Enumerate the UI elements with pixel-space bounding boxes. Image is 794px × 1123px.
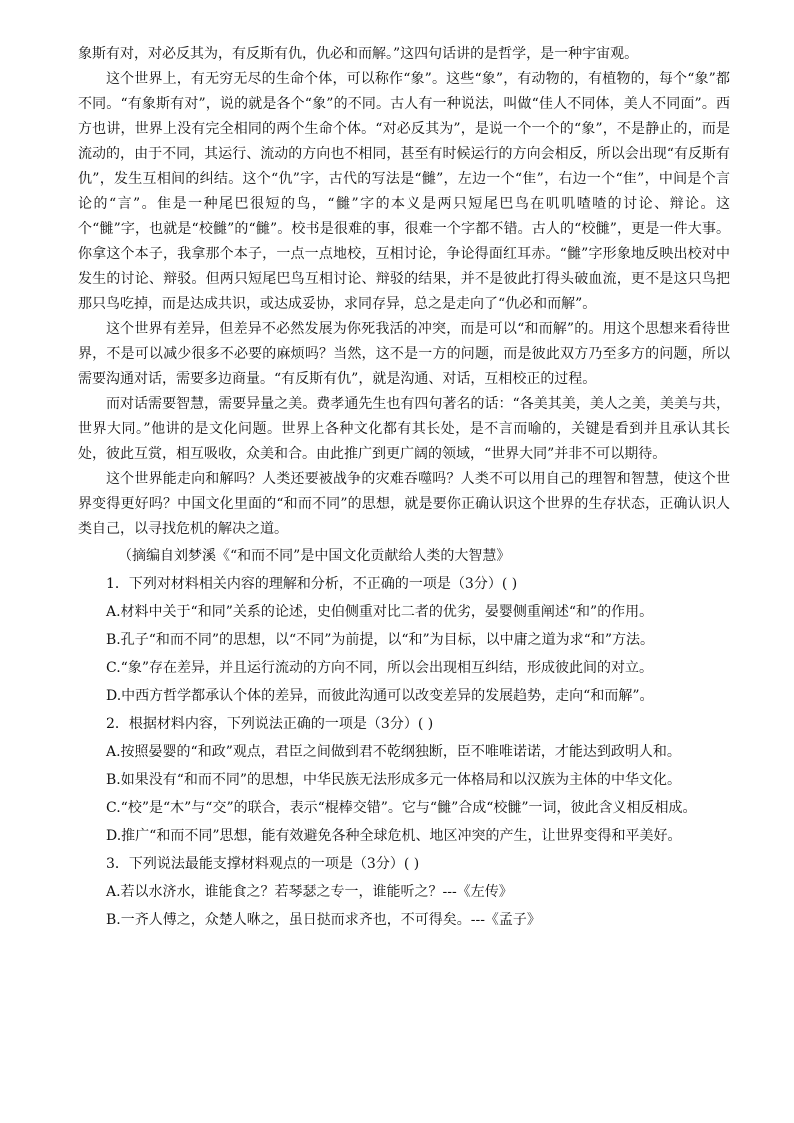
option-d: D.中西方哲学都承认个体的差异，而彼此沟通可以改变差异的发展趋势，走向“和而解”。 <box>106 688 654 704</box>
paragraph-difference: 这个世界有差异，但差异不必然发展为你死我活的冲突，而是可以“和而解”的。用这个思想来看待世界，不是可以减少很多不必要的麻烦吗？当然，这不是一方的问题，而是彼此双方乃至多方的问题，所以需要沟通对话，需要多边商量。“有反斯有仇”，就是沟通、对话，互相校正的过程。 <box>78 321 730 387</box>
question-stem: 2．根据材料内容，下列说法正确的一项是（3分）( ) <box>106 716 434 732</box>
option-a: A.若以水济水，谁能食之？若琴瑟之专一，谁能听之？---《左传》 <box>106 884 513 900</box>
option-d: D.推广“和而不同”思想，能有效避免各种全球危机、地区冲突的产生，让世界变得和平美好。 <box>106 828 682 844</box>
paragraph-dialogue: 而对话需要智慧，需要异量之美。费孝通先生也有四句著名的话：“各美其美，美人之美，美美与共，世界大同。”他讲的是文化问题。世界上各种文化都有其长处，是不言而喻的，关键是看到并且承认其长处，彼此互赏，相互吸收，众美和合。由此推广到更广阔的领域，“世界大同”并非不可以期待。 <box>78 396 730 462</box>
paragraph-continued: 象斯有对，对必反其为，有反斯有仇，仇必和而解。”这四句话讲的是哲学，是一种宇宙观。 <box>78 46 639 62</box>
option-a: A.材料中关于“和同”关系的论述，史伯侧重对比二者的优劣，晏婴侧重阐述“和”的作用。 <box>106 604 654 620</box>
paragraph-xiang: 这个世界上，有无穷无尽的生命个体，可以称作“象”。这些“象”，有动物的，有植物的，每个“象”都不同。“有象斯有对”，说的就是各个“象”的不同。古人有一种说法，叫做“佳人不同体，美人不同面”。西方也讲，世界上没有完全相同的两个生命个体。“对必反其为”，是说一个一个的“象”，不是静止的，而是流动的，由于不同，其运行、流动的方向也不相同，甚至有时候运行的方向会相反，所以会出现“有反斯有仇”，发生互相间的纠结。这个“仇”字，古代的写法是“雠”，左边一个“隹”，右边一个“隹”，中间是个言论的“言”。隹是一种尾巴很短的鸟，“雠”字的本义是两只短尾巴鸟在叽叽喳喳的讨论、辩论。这个“雠”字，也就是“校雠”的“雠”。校书是很难的事，很难一个字都不错。古人的“校雠”，更是一件大事。你拿这个本子，我拿那个本子，一点一点地校，互相讨论，争论得面红耳赤。“雠”字形象地反映出校对中发生的讨论、辩驳。但两只短尾巴鸟互相讨论、辩驳的结果，并不是彼此打得头破血流，更不是这只鸟把那只鸟吃掉，而是达成共识，或达成妥协，求同存异，总之是走向了“仇必和而解”。 <box>78 71 730 312</box>
question-2 <box>78 712 730 849</box>
question-1 <box>78 572 730 709</box>
question-3 <box>78 852 730 933</box>
option-b: B.孔子“和而不同”的思想，以“不同”为前提，以“和”为目标，以中庸之道为求“和”方法。 <box>106 632 654 648</box>
option-b: B.如果没有“和而不同”的思想，中华民族无法形成多元一体格局和以汉族为主体的中华文化。 <box>106 772 682 788</box>
article-body <box>78 42 730 542</box>
option-b: B.一齐人傅之，众楚人咻之，虽日挞而求齐也，不可得矣。---《孟子》 <box>106 912 541 928</box>
paragraph-reconcile: 这个世界能走向和解吗？人类还要被战争的灾难吞噬吗？人类不可以用自己的理智和智慧，使这个世界变得更好吗？中国文化里面的“和而不同”的思想，就是要你正确认识这个世界的生存状态，正确认识人类自己，以寻找危机的解决之道。 <box>78 471 730 537</box>
question-stem: 1．下列对材料相关内容的理解和分析，不正确的一项是（3分）( ) <box>106 576 518 592</box>
option-c: C.“象”存在差异，并且运行流动的方向不同，所以会出现相互纠结，形成彼此间的对立。 <box>106 660 653 676</box>
question-stem: 3．下列说法最能支撑材料观点的一项是（3分）( ) <box>106 856 420 872</box>
article-source: （摘编自刘梦溪《“和而不同”是中国文化贡献给人类的大智慧》 <box>118 548 511 564</box>
option-a: A.按照晏婴的“和政”观点，君臣之间做到君不乾纲独断，臣不唯唯诺诺，才能达到政明人和。 <box>106 744 681 760</box>
option-c: C.“校”是“木”与“交”的联合，表示“棍棒交错”。它与“雠”合成“校雠”一词，彼此含义相反相成。 <box>106 800 697 816</box>
